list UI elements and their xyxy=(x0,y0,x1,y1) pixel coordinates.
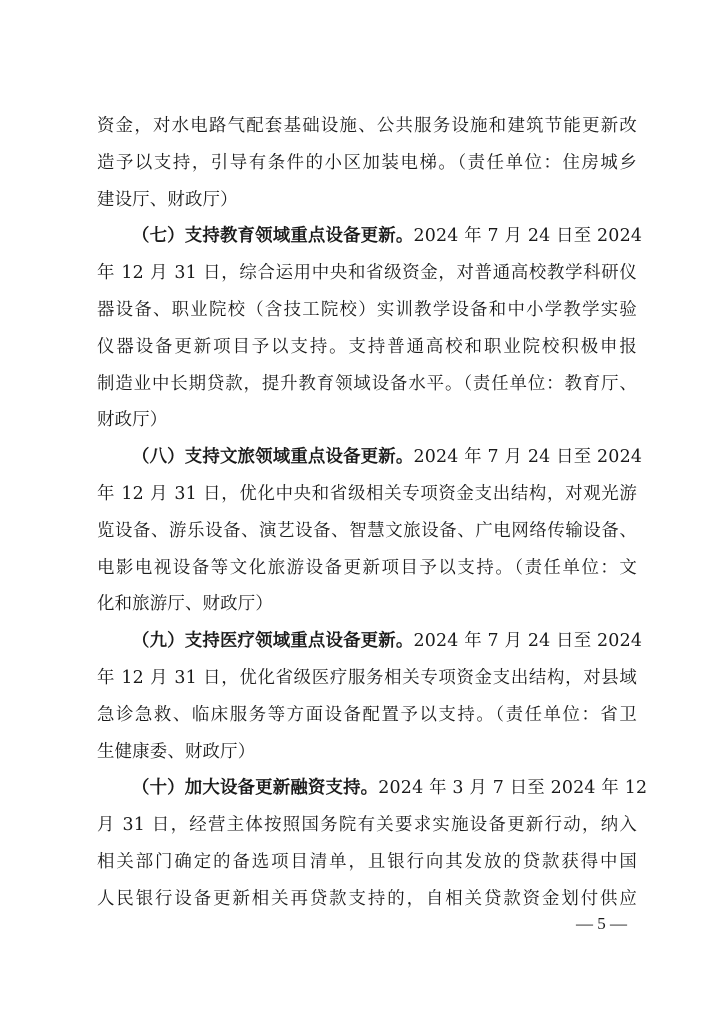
section-heading: （八）支持文旅领域重点设备更新。 xyxy=(132,447,414,468)
text-line: 月 31 日，经营主体按照国务院有关要求实施设备更新行动，纳入 xyxy=(97,815,637,836)
text-line: 电影电视设备等文化旅游设备更新项目予以支持。（责任单位：文 xyxy=(97,557,637,578)
text-line: 人民银行设备更新相关再贷款支持的，自相关贷款资金划付供应 xyxy=(97,888,637,909)
text-run: 2024 年 3 月 7 日至 2024 年 12 xyxy=(378,778,648,799)
paragraph-first-line xyxy=(97,770,648,807)
paragraph-first-line xyxy=(97,218,643,255)
text-line: 仪器设备更新项目予以支持。支持普通高校和职业院校积极申报 xyxy=(97,336,637,357)
text-line: 年 12 月 31 日，优化省级医疗服务相关专项资金支出结构，对县域 xyxy=(97,667,637,688)
text-line: 年 12 月 31 日，优化中央和省级相关专项资金支出结构，对观光游 xyxy=(97,483,637,504)
text-line: 财政厅） xyxy=(97,410,168,431)
paragraph-first-line xyxy=(97,439,643,476)
paragraph-first-line xyxy=(97,623,643,660)
body-text xyxy=(97,108,648,918)
text-run: 2024 年 7 月 24 日至 2024 xyxy=(413,226,643,247)
text-line: 造予以支持，引导有条件的小区加装电梯。（责任单位：住房城乡 xyxy=(97,152,637,173)
section-heading: （七）支持教育领域重点设备更新。 xyxy=(132,226,414,247)
text-line: 化和旅游厅、财政厅） xyxy=(97,594,273,615)
text-line: 览设备、游乐设备、演艺设备、智慧文旅设备、广电网络传输设备、 xyxy=(97,520,637,541)
text-line: 急诊急救、临床服务等方面设备配置予以支持。（责任单位：省卫 xyxy=(97,704,637,725)
text-line: 资金，对水电路气配套基础设施、公共服务设施和建筑节能更新改 xyxy=(97,116,637,136)
section-heading: （九）支持医疗领域重点设备更新。 xyxy=(132,631,414,652)
text-line: 年 12 月 31 日，综合运用中央和省级资金，对普通高校教学科研仪 xyxy=(97,263,637,284)
text-line: 相关部门确定的备选项目清单，且银行向其发放的贷款获得中国 xyxy=(97,851,637,872)
page-number: — 5 — xyxy=(576,914,627,933)
text-run: 2024 年 7 月 24 日至 2024 xyxy=(413,447,643,468)
section-heading: （十）加大设备更新融资支持。 xyxy=(132,778,379,799)
text-line: 器设备、职业院校（含技工院校）实训教学设备和中小学教学实验 xyxy=(97,299,637,320)
text-line: 建设厅、财政厅） xyxy=(97,189,238,210)
text-run: 2024 年 7 月 24 日至 2024 xyxy=(413,631,643,652)
text-line: 制造业中长期贷款，提升教育领域设备水平。（责任单位：教育厅、 xyxy=(97,373,637,394)
text-line: 生健康委、财政厅） xyxy=(97,741,256,762)
